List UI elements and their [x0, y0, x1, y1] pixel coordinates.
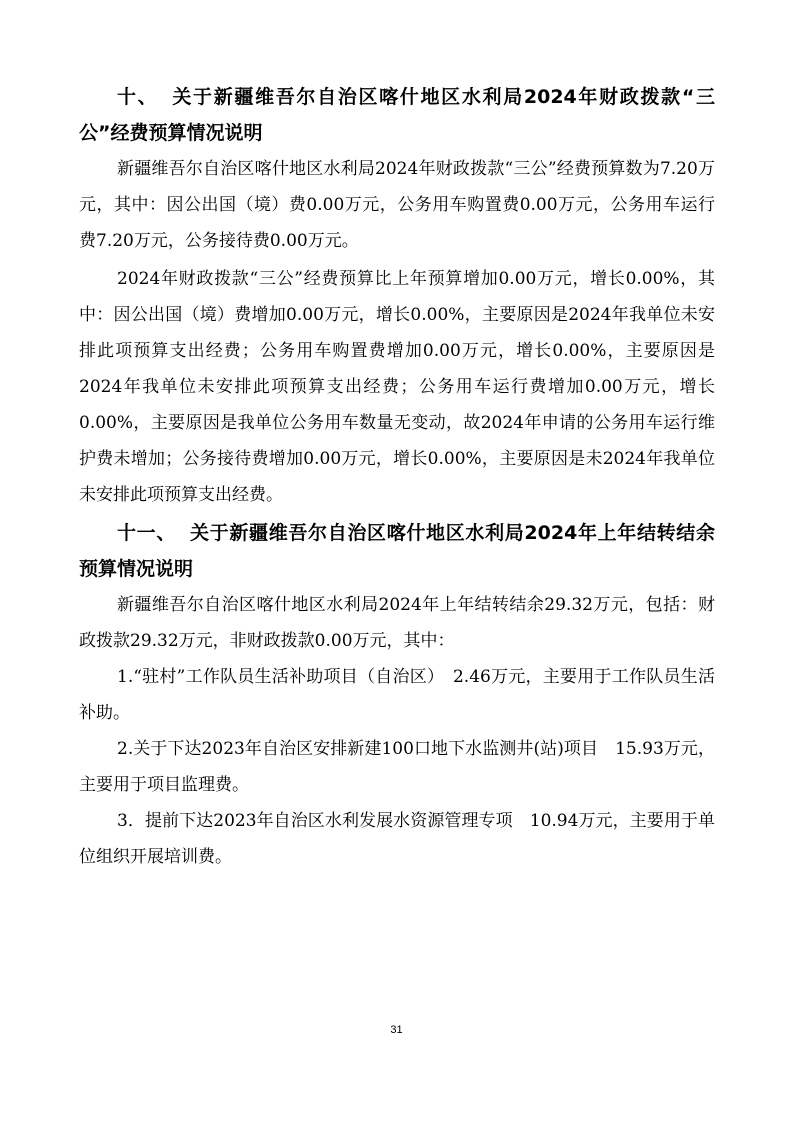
- page-content: [79, 79, 715, 875]
- section-11-title: 关于新疆维吾尔自治区喀什地区水利局2024年上年结转结余预算情况说明: [79, 522, 715, 580]
- section-11-number: 十一、: [117, 522, 177, 544]
- section-10-paragraph-1: 新疆维吾尔自治区喀什地区水利局2024年财政拨款“三公”经费预算数为7.20万元，其中：因公出国（境）费0.00万元，公务用车购置费0.00万元，公务用车运行费7.20万元，公务接待费0.00万元。: [79, 159, 715, 251]
- section-10-paragraph-2: 2024年财政拨款“三公”经费预算比上年预算增加0.00万元，增长0.00%，其中：因公出国（境）费增加0.00万元，增长0.00%，主要原因是2024年我单位未安排此项预算支出经费；公务用车购置费增加0.00万元，增长0.00%，主要原因是2024年我单位未安排此项预算支出经费；公务用车运行费增加0.00万元，增长0.00%，主要原因是我单位公务用车数量无变动，故2024年申请的公务用车运行维护费未增加；公务接待费增加0.00万元，增长0.00%，主要原因是未2024年我单位未安排此项预算支出经费。: [79, 269, 715, 505]
- section-11-item-3: 3．提前下达2023年自治区水利发展水资源管理专项 10.94万元，主要用于单位组织开展培训费。: [79, 811, 715, 867]
- section-11-paragraph-1: 新疆维吾尔自治区喀什地区水利局2024年上年结转结余29.32万元，包括：财政拨款29.32万元，非财政拨款0.00万元，其中：: [79, 595, 715, 651]
- section-11-item-1: 1.“驻村”工作队员生活补助项目（自治区） 2.46万元，主要用于工作队员生活补助。: [79, 667, 715, 723]
- section-10-number: 十、: [117, 86, 159, 108]
- section-11-item-2: 2.关于下达2023年自治区安排新建100口地下水监测井(站)项目 15.93万元，主要用于项目监理费。: [79, 739, 715, 795]
- section-10-heading: [79, 79, 715, 151]
- section-11-heading: [79, 515, 715, 587]
- section-10-title: 关于新疆维吾尔自治区喀什地区水利局2024年财政拨款“三公”经费预算情况说明: [79, 86, 715, 144]
- page-number: 31: [390, 1024, 403, 1036]
